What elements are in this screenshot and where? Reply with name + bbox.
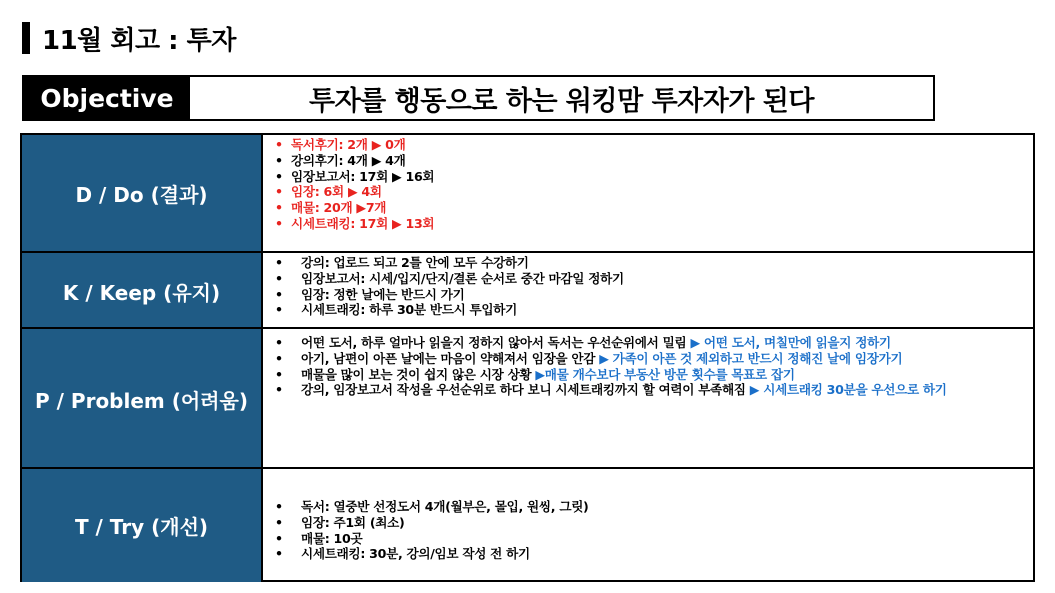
problem-action: ▶ 시세트래킹 30분을 우선으로 하기 [749, 382, 947, 398]
problem-text: 아기, 남편이 아픈 날에는 마음이 약해져서 임장을 안감 [301, 350, 600, 366]
list-item: • 임장: 6회 ▶ 4회 [271, 184, 1025, 200]
list-item: • 임장보고서: 시세/입지/단지/결론 순서로 중간 마감일 정하기 [271, 271, 1025, 287]
row-content-keep [263, 253, 1033, 329]
row-label-do: D / Do (결과) [22, 135, 263, 251]
list-item: • 강의: 업로드 되고 2틀 안에 모두 수강하기 [271, 255, 1025, 271]
list-item: • 독서후기: 2개 ▶ 0개 [271, 137, 1025, 153]
list-item: • 시세트래킹: 17회 ▶ 13회 [271, 216, 1025, 232]
list-item: • 강의후기: 4개 ▶ 4개 [271, 153, 1025, 169]
row-content-try [263, 469, 1033, 582]
row-content-do [263, 135, 1033, 251]
list-item: • 매물: 10곳 [271, 531, 1025, 547]
list-item: • 독서: 열중반 선정도서 4개(월부은, 몰입, 원씽, 그릿) [271, 499, 1025, 515]
do-list [271, 137, 1025, 232]
list-item [271, 335, 1025, 351]
title-accent-bar [22, 22, 30, 54]
list-item: • 시세트래킹: 30분, 강의/임보 작성 전 하기 [271, 546, 1025, 562]
list-item [271, 367, 1025, 383]
problem-action: ▶ 어떤 도서, 며칠만에 읽을지 정하기 [690, 335, 891, 350]
problem-text: 어떤 도서, 하루 얼마나 읽을지 정하지 않아서 독서는 우선순위에서 밀림 [301, 335, 691, 350]
page-title [22, 20, 236, 56]
problem-action: ▶ 가족이 아픈 것 제외하고 반드시 정해진 날에 임장가기 [599, 350, 903, 366]
list-item: • 시세트래킹: 하루 30분 반드시 투입하기 [271, 302, 1025, 318]
row-problem [22, 327, 1033, 469]
problem-action: ▶매물 개수보다 부동산 방문 횟수를 목표로 잡기 [535, 366, 795, 382]
page-title-text: 11월 회고 : 투자 [42, 25, 236, 56]
row-label-keep: K / Keep (유지) [22, 253, 263, 329]
objective-text: 투자를 행동으로 하는 워킹맘 투자자가 된다 [309, 85, 814, 117]
list-item: • 임장: 주1회 (최소) [271, 515, 1025, 531]
retrospective-table [20, 133, 1035, 582]
row-label-try: T / Try (개선) [22, 469, 263, 582]
objective-label: Objective [24, 77, 190, 119]
problem-text: 강의, 임장보고서 작성을 우선순위로 하다 보니 시세트래킹까지 할 여력이 부족해짐 [301, 382, 750, 398]
row-try [22, 467, 1033, 582]
problem-list [271, 335, 1025, 398]
keep-list [271, 255, 1025, 318]
list-item: • 임장보고서: 17회 ▶ 16회 [271, 169, 1025, 185]
row-label-problem: P / Problem (어려움) [22, 329, 263, 469]
list-item: • 매물: 20개 ▶7개 [271, 200, 1025, 216]
row-do [22, 135, 1033, 251]
try-list [271, 499, 1025, 562]
problem-text: 매물을 많이 보는 것이 쉽지 않은 시장 상황 [301, 366, 536, 382]
row-content-problem [263, 329, 1033, 469]
row-keep [22, 251, 1033, 329]
list-item: • 임장: 정한 날에는 반드시 가기 [271, 287, 1025, 303]
list-item [271, 382, 1025, 398]
list-item [271, 351, 1025, 367]
objective-banner [22, 75, 935, 121]
